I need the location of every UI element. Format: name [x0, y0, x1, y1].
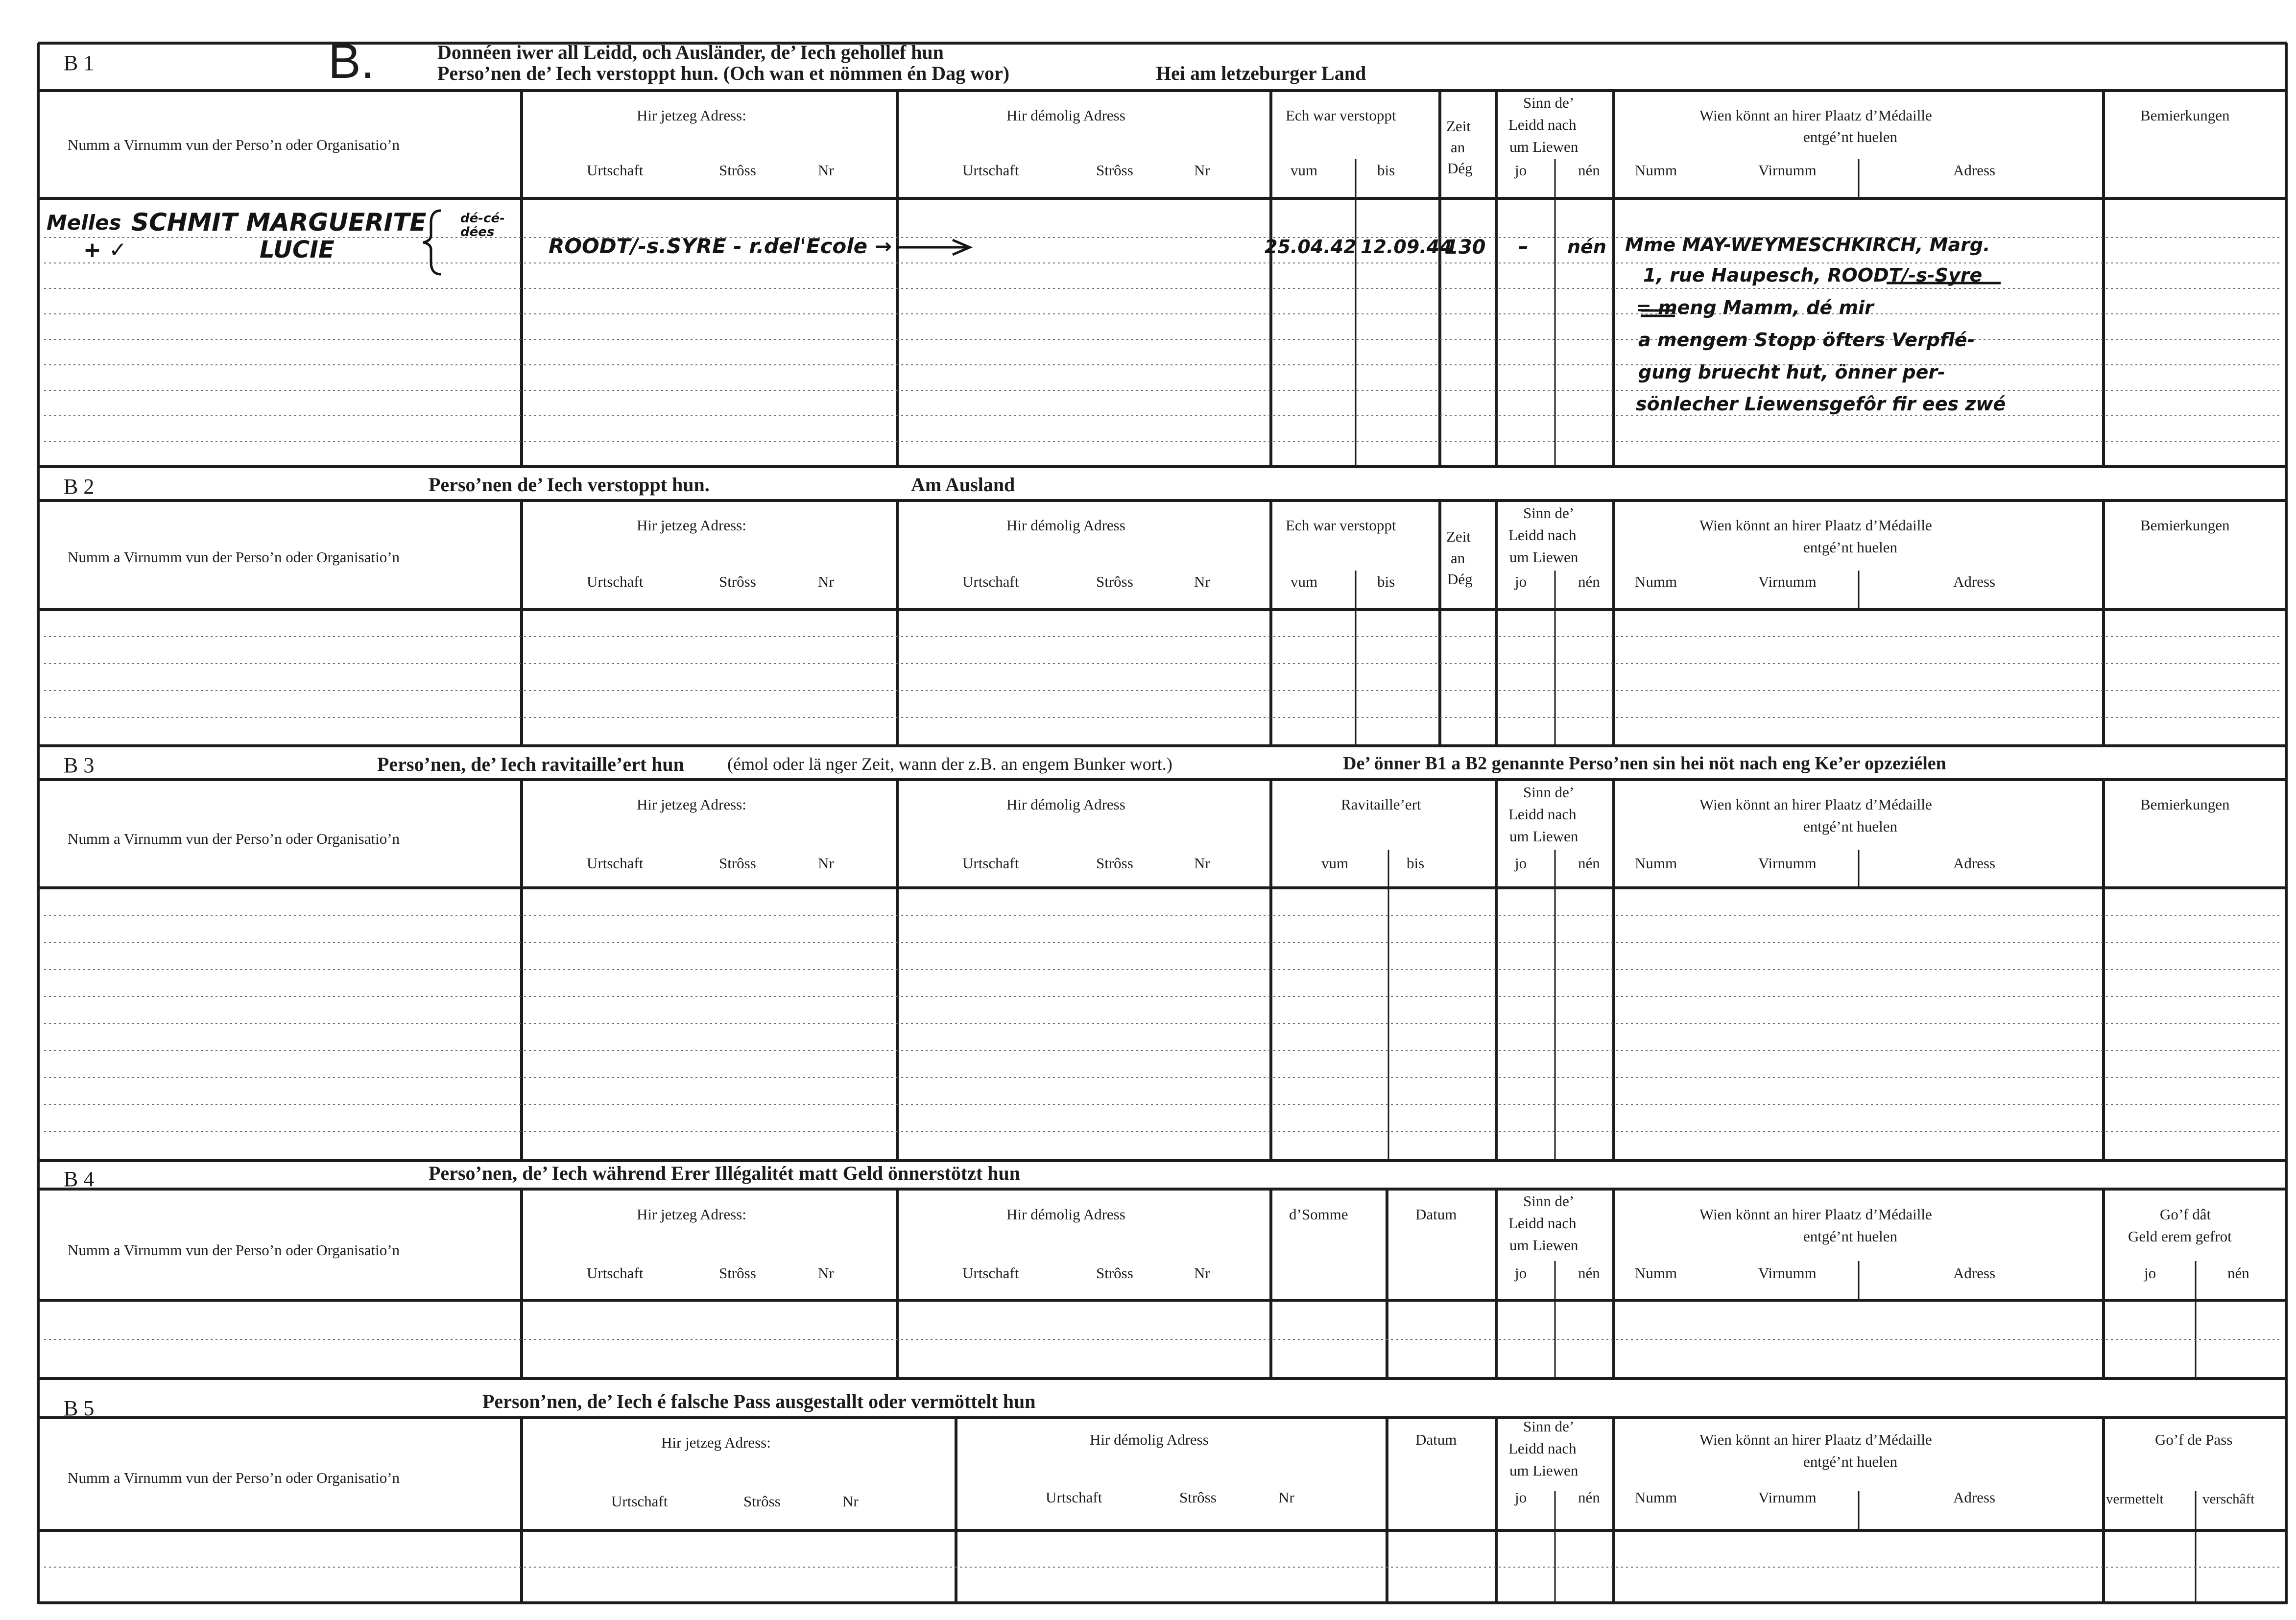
- header-firstname: Virnumm: [1758, 573, 1817, 590]
- header-from: vum: [1291, 573, 1318, 590]
- header-locality: Urtschaft: [962, 855, 1019, 872]
- header-firstname: Virnumm: [1758, 855, 1817, 872]
- header-from: vum: [1291, 162, 1318, 179]
- header-number: Nr: [1194, 162, 1210, 179]
- header-sum: d’Somme: [1289, 1206, 1348, 1223]
- header-to: bis: [1377, 573, 1395, 590]
- header-danger-3: um Liewen: [1509, 1237, 1578, 1254]
- header-danger-3: um Liewen: [1509, 828, 1578, 845]
- header-name: Numm a Virnumm vun der Perso’n oder Organisatio’n: [68, 548, 400, 566]
- header-medal-1: Wien könnt an hirer Plaatz d’Médaille: [1699, 107, 1932, 124]
- header-time-days: Dég: [1447, 160, 1473, 177]
- header-supplied: Ravitaille’ert: [1341, 796, 1421, 813]
- header-from: vum: [1321, 855, 1349, 872]
- header-locality: Urtschaft: [611, 1493, 668, 1510]
- header-number: Nr: [1278, 1489, 1294, 1506]
- header-no: nén: [1578, 573, 1600, 590]
- header-street: Strôss: [743, 1493, 781, 1510]
- header-medal-name: Numm: [1635, 855, 1677, 872]
- header-time: Zeit: [1446, 118, 1471, 135]
- entry-salutation: Melles: [47, 211, 121, 235]
- header-danger-1: Sinn de’: [1523, 504, 1575, 522]
- entry-from: 25.04.42: [1265, 236, 1357, 258]
- header-remarks: Bemierkungen: [2140, 517, 2230, 534]
- form-letter: B.: [328, 34, 375, 89]
- entry-to: 12.09.44: [1361, 236, 1453, 258]
- entry-second-name: LUCIE: [260, 236, 335, 263]
- header-number: Nr: [1194, 573, 1210, 590]
- header-street: Strôss: [719, 855, 756, 872]
- header-gift-2: Geld erem gefrot: [2128, 1228, 2232, 1245]
- entry-marks: + ✓: [83, 238, 127, 262]
- header-yes: jo: [2144, 1264, 2156, 1282]
- section-b4-code: B 4: [64, 1167, 95, 1191]
- header-former-address: Hir démolig Adress: [1006, 107, 1125, 124]
- header-locality: Urtschaft: [587, 855, 644, 872]
- header-current-address: Hir jetzeg Adress:: [637, 1206, 746, 1223]
- header-mediated: vermettelt: [2106, 1491, 2164, 1507]
- header-danger-2: Leidd nach: [1508, 1215, 1577, 1232]
- header-hidden: Ech war verstoppt: [1286, 517, 1396, 534]
- entry-medal-line-6: sönlecher Liewensgefôr fir ees zwé: [1636, 393, 2006, 415]
- header-medal-2: entgé’nt huelen: [1803, 1228, 1897, 1245]
- header-danger-1: Sinn de’: [1523, 94, 1575, 111]
- header-no: nén: [1578, 855, 1600, 872]
- header-number: Nr: [818, 1264, 834, 1282]
- header-street: Strôss: [719, 1264, 756, 1282]
- header-number: Nr: [842, 1493, 859, 1510]
- header-date: Datum: [1415, 1431, 1457, 1448]
- section-b3-title-rest: (émol oder lä nger Zeit, wann der z.B. an engem Bunker wort.): [727, 754, 1172, 774]
- section-b5-code: B 5: [64, 1396, 95, 1420]
- header-medal-2: entgé’nt huelen: [1803, 1453, 1897, 1470]
- header-danger-1: Sinn de’: [1523, 1192, 1575, 1210]
- header-to: bis: [1377, 162, 1395, 179]
- header-time-an: an: [1451, 549, 1465, 567]
- entry-medal-line-1: Mme MAY-WEYMESCHKIRCH, Marg.: [1625, 234, 1990, 256]
- header-current-address: Hir jetzeg Adress:: [637, 796, 746, 813]
- header-address: Adress: [1953, 1489, 1996, 1506]
- header-street: Strôss: [1096, 855, 1133, 872]
- header-name: Numm a Virnumm vun der Perso’n oder Organisatio’n: [68, 830, 400, 847]
- header-number: Nr: [818, 573, 834, 590]
- entry-danger-yes: –: [1518, 234, 1529, 258]
- header-danger-2: Leidd nach: [1508, 806, 1577, 823]
- header-time-an: an: [1451, 139, 1465, 156]
- header-street: Strôss: [1096, 573, 1133, 590]
- section-b1-title-line2: Perso’nen de’ Iech verstoppt hun. (Och wan et nömmen én Dag wor): [437, 62, 1010, 84]
- header-danger-2: Leidd nach: [1508, 526, 1577, 544]
- entry-status: dé-cé-dées: [460, 211, 505, 239]
- header-time-days: Dég: [1447, 571, 1473, 588]
- header-locality: Urtschaft: [962, 1264, 1019, 1282]
- header-firstname: Virnumm: [1758, 1489, 1817, 1506]
- section-b4-title: Perso’nen, de’ Iech während Erer Illégalitét matt Geld önnerstötzt hun: [429, 1162, 1021, 1184]
- header-firstname: Virnumm: [1758, 162, 1817, 179]
- header-medal-1: Wien könnt an hirer Plaatz d’Médaille: [1699, 1206, 1932, 1223]
- header-address: Adress: [1953, 573, 1996, 590]
- header-time: Zeit: [1446, 528, 1471, 545]
- header-gift-1: Go’f dât: [2160, 1206, 2211, 1223]
- header-medal-2: entgé’nt huelen: [1803, 128, 1897, 145]
- header-locality: Urtschaft: [1046, 1489, 1102, 1506]
- entry-medal-line-5: gung bruecht hut, önner per-: [1638, 361, 1945, 383]
- header-number: Nr: [1194, 855, 1210, 872]
- header-medal-1: Wien könnt an hirer Plaatz d’Médaille: [1699, 1431, 1932, 1448]
- header-name: Numm a Virnumm vun der Perso’n oder Organisatio’n: [68, 1241, 400, 1259]
- header-name: Numm a Virnumm vun der Perso’n oder Organisatio’n: [68, 136, 400, 153]
- header-locality: Urtschaft: [962, 162, 1019, 179]
- header-number: Nr: [1194, 1264, 1210, 1282]
- header-pass: Go’f de Pass: [2155, 1431, 2233, 1448]
- header-danger-3: um Liewen: [1509, 548, 1578, 566]
- entry-medal-line-4: a mengem Stopp öfters Verpflé-: [1638, 329, 1975, 351]
- header-yes: jo: [1515, 855, 1527, 872]
- header-address: Adress: [1953, 162, 1996, 179]
- header-remarks: Bemierkungen: [2140, 107, 2230, 124]
- header-current-address: Hir jetzeg Adress:: [637, 517, 746, 534]
- header-yes: jo: [1515, 162, 1527, 179]
- header-danger-1: Sinn de’: [1523, 784, 1575, 801]
- header-danger-3: um Liewen: [1509, 1462, 1578, 1479]
- entry-days: 130: [1445, 236, 1486, 259]
- header-former-address: Hir démolig Adress: [1006, 1206, 1125, 1223]
- header-street: Strôss: [1179, 1489, 1217, 1506]
- header-locality: Urtschaft: [587, 162, 644, 179]
- section-b5-title: Person’nen, de’ Iech é falsche Pass ausgestallt oder vermöttelt hun: [482, 1390, 1036, 1412]
- header-medal-name: Numm: [1635, 1264, 1677, 1282]
- header-date: Datum: [1415, 1206, 1457, 1223]
- section-b2-title: Perso’nen de’ Iech verstoppt hun.: [429, 474, 710, 496]
- header-medal-2: entgé’nt huelen: [1803, 818, 1897, 835]
- header-former-address: Hir démolig Adress: [1090, 1431, 1209, 1448]
- header-danger-3: um Liewen: [1509, 138, 1578, 155]
- header-yes: jo: [1515, 1264, 1527, 1282]
- header-former-address: Hir démolig Adress: [1006, 517, 1125, 534]
- section-b1-code: B 1: [64, 51, 95, 75]
- header-remarks: Bemierkungen: [2140, 796, 2230, 813]
- header-no: nén: [1578, 1489, 1600, 1506]
- header-number: Nr: [818, 855, 834, 872]
- section-b3-code: B 3: [64, 753, 95, 777]
- entry-address: ROODT/-s.SYRE - r.del'Ecole →: [549, 234, 892, 258]
- entry-danger-no: nén: [1567, 236, 1606, 258]
- header-medal-name: Numm: [1635, 162, 1677, 179]
- header-no: nén: [1578, 162, 1600, 179]
- entry-medal-line-2: 1, rue Haupesch, ROODT/-s-Syre: [1643, 264, 1983, 286]
- header-hidden: Ech war verstoppt: [1286, 107, 1396, 124]
- header-medal-1: Wien könnt an hirer Plaatz d’Médaille: [1699, 517, 1932, 534]
- header-current-address: Hir jetzeg Adress:: [637, 107, 746, 124]
- section-b3-title: Perso’nen, de’ Iech ravitaille’ert hun: [377, 753, 684, 775]
- header-number: Nr: [818, 162, 834, 179]
- header-danger-1: Sinn de’: [1523, 1418, 1575, 1435]
- entry-medal-line-3: = meng Mamm, dé mir: [1636, 297, 1874, 318]
- header-medal-1: Wien könnt an hirer Plaatz d’Médaille: [1699, 796, 1932, 813]
- header-firstname: Virnumm: [1758, 1264, 1817, 1282]
- header-current-address: Hir jetzeg Adress:: [661, 1434, 771, 1451]
- header-locality: Urtschaft: [587, 1264, 644, 1282]
- header-no: nén: [2227, 1264, 2249, 1282]
- header-to: bis: [1407, 855, 1425, 872]
- header-address: Adress: [1953, 1264, 1996, 1282]
- header-name: Numm a Virnumm vun der Perso’n oder Organisatio’n: [68, 1469, 400, 1486]
- header-former-address: Hir démolig Adress: [1006, 796, 1125, 813]
- header-street: Strôss: [1096, 162, 1133, 179]
- header-locality: Urtschaft: [587, 573, 644, 590]
- header-danger-2: Leidd nach: [1508, 1440, 1577, 1457]
- header-street: Strôss: [1096, 1264, 1133, 1282]
- header-locality: Urtschaft: [962, 573, 1019, 590]
- header-danger-2: Leidd nach: [1508, 116, 1577, 133]
- section-b2-title-suffix: Am Ausland: [911, 474, 1015, 496]
- header-street: Strôss: [719, 573, 756, 590]
- section-b3-note: De’ önner B1 a B2 genannte Perso’nen sin hei nöt nach eng Ke’er opzeziélen: [1343, 753, 1946, 774]
- header-address: Adress: [1953, 855, 1996, 872]
- section-b1-title-suffix: Hei am letzeburger Land: [1156, 62, 1366, 84]
- entry-surname: SCHMIT MARGUERITE: [131, 208, 427, 237]
- section-b2-code: B 2: [64, 475, 95, 499]
- header-issued: verschâft: [2202, 1491, 2255, 1507]
- header-medal-name: Numm: [1635, 573, 1677, 590]
- header-street: Strôss: [719, 162, 756, 179]
- header-yes: jo: [1515, 1489, 1527, 1506]
- header-medal-2: entgé’nt huelen: [1803, 539, 1897, 556]
- header-medal-name: Numm: [1635, 1489, 1677, 1506]
- section-b1-title-line1: Donnéen iwer all Leidd, och Ausländer, de’ Iech gehollef hun: [437, 41, 944, 63]
- header-yes: jo: [1515, 573, 1527, 590]
- header-no: nén: [1578, 1264, 1600, 1282]
